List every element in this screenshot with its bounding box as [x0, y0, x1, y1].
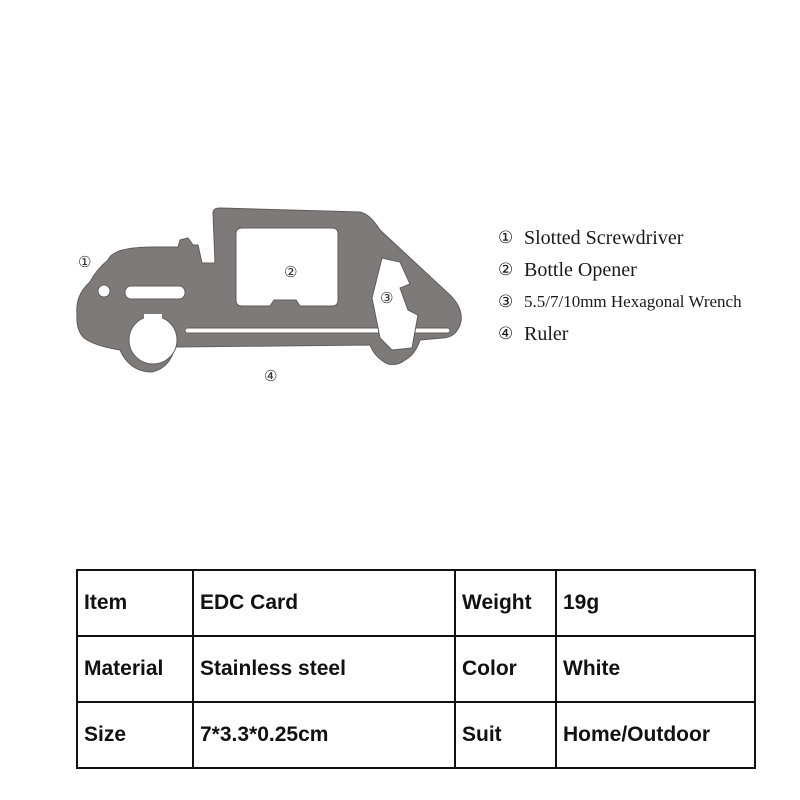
spec-value-cell: White — [556, 636, 755, 702]
legend-item-hex-wrench — [498, 286, 742, 318]
keyring-hole — [98, 285, 110, 297]
legend-item-ruler — [498, 318, 742, 350]
legend-item-bottle-opener — [498, 254, 742, 286]
legend-label: Slotted Screwdriver — [524, 226, 684, 249]
spec-value-cell: EDC Card — [193, 570, 455, 636]
legend-item-screwdriver — [498, 222, 742, 254]
spec-value-cell: 19g — [556, 570, 755, 636]
legend-label: Bottle Opener — [524, 258, 637, 281]
spec-key-cell: Material — [77, 636, 193, 702]
callout-4: ④ — [264, 367, 278, 385]
callout-2: ② — [284, 263, 298, 281]
spec-key-cell: Size — [77, 702, 193, 768]
table-row — [77, 702, 755, 768]
legend-label: Ruler — [524, 322, 569, 345]
legend-number: ① — [498, 228, 514, 248]
spec-key-cell: Color — [455, 636, 556, 702]
screwdriver-slot — [125, 286, 185, 299]
legend-number: ④ — [498, 324, 514, 344]
spec-key-cell: Item — [77, 570, 193, 636]
table-row — [77, 570, 755, 636]
spec-value-cell: 7*3.3*0.25cm — [193, 702, 455, 768]
spec-table — [76, 569, 756, 769]
spec-value-cell: Stainless steel — [193, 636, 455, 702]
legend-number: ③ — [498, 292, 514, 312]
callout-3: ③ — [380, 289, 394, 307]
feature-legend — [498, 222, 742, 350]
edc-card-tool-image — [70, 200, 470, 385]
legend-number: ② — [498, 260, 514, 280]
spec-key-cell: Suit — [455, 702, 556, 768]
legend-label: 5.5/7/10mm Hexagonal Wrench — [524, 292, 742, 311]
table-row — [77, 636, 755, 702]
spec-value-cell: Home/Outdoor — [556, 702, 755, 768]
callout-1: ① — [78, 253, 92, 271]
spec-key-cell: Weight — [455, 570, 556, 636]
wrench-circle — [129, 316, 177, 364]
